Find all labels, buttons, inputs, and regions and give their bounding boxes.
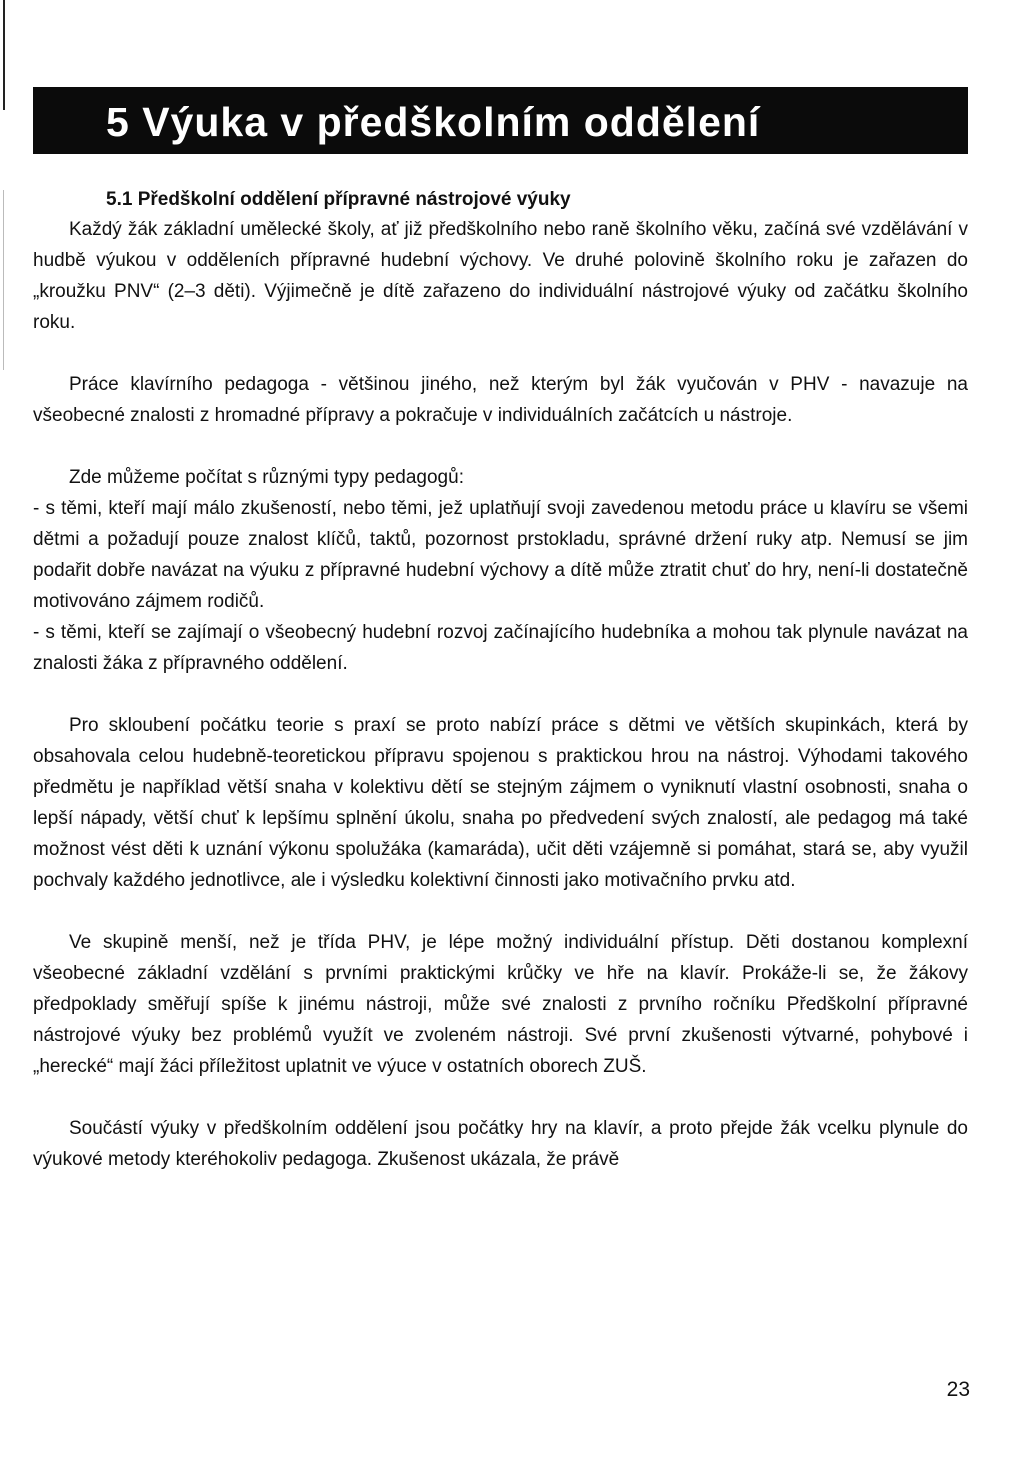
list-item-teacher-type-1: - s těmi, kteří mají málo zkušeností, nebo těmi, jež uplatňují svoji zavedenou metodu práce u klavíru se všemi dětmi a požadují pouze znalost klíčů, taktů, pozornost prstokladu, správné držení ruky atp. Nemusí se jim podařit dobře navázat na výuku z přípravné hudební výchovy a dítě může ztratit chuť do hry, není-li dostatečně motivováno zájmem rodičů. bbox=[33, 498, 968, 612]
paragraph-teacher-types-intro: Zde můžeme počítat s různými typy pedagogů: bbox=[69, 467, 464, 488]
chapter-header-bar bbox=[33, 87, 968, 154]
page-body bbox=[33, 186, 968, 1175]
section-heading: 5.1 Předškolní oddělení přípravné nástrojové výuky bbox=[106, 189, 571, 210]
list-item-teacher-type-2: - s těmi, kteří se zajímají o všeobecný hudební rozvoj začínajícího hudebníka a mohou tak plynule navázat na znalosti žáka z přípravného oddělení. bbox=[33, 622, 968, 674]
paragraph-smaller-group: Ve skupině menší, než je třída PHV, je lépe možný individuální přístup. Děti dostanou komplexní všeobecné základní vzdělání s prvními praktickými krůčky ve hře na klavír. Prokáže-li se, že žákovy předpoklady směřují spíše k jinému nástroji, může své znalosti z prvního ročníku Předškolní přípravné nástrojové výuky bez problémů využít ve zvoleném nástroji. Své první zkušenosti výtvarné, pohybové i „herecké“ mají žáci příležitost uplatnit ve výuce v ostatních oborech ZUŠ. bbox=[33, 932, 968, 1077]
scan-edge-mark-faint bbox=[3, 190, 4, 370]
paragraph-group-lessons: Pro skloubení počátku teorie s praxí se proto nabízí práce s dětmi ve větších skupinkách, která by obsahovala celou hudebně-teoretickou přípravu spojenou s praktickou hrou na nástroj. Výhodami takového předmětu je například větší snaha v kolektivu dětí se stejným zájmem o vyniknutí vlastní osobnosti, snaha o lepší nápady, větší chuť k lepšímu splnění úkolu, snaha po předvedení svých znalostí, ale pedagog má také možnost vést děti k uznání výkonu spolužáka (kamaráda), učit děti vzájemně si pomáhat, stará se, aby využil pochvaly každého jednotlivce, ale i výsledku kolektivní činnosti jako motivačního prvku atd. bbox=[33, 715, 968, 891]
page-number: 23 bbox=[946, 1378, 970, 1401]
chapter-title: 5 Výuka v předškolním oddělení bbox=[106, 99, 761, 145]
paragraph-piano-teacher: Práce klavírního pedagoga - většinou jiného, než kterým byl žák vyučován v PHV - navazuje na všeobecné znalosti z hromadné přípravy a pokračuje v individuálních začátcích u nástroje. bbox=[33, 374, 968, 426]
scan-edge-mark bbox=[3, 0, 5, 110]
paragraph-intro: Každý žák základní umělecké školy, ať již předškolního nebo raně školního věku, začíná své vzdělávání v hudbě výukou v odděleních přípravné hudební výchovy. Ve druhé polovině školního roku je zařazen do „kroužku PNV“ (2–3 děti). Výjimečně je dítě zařazeno do individuální nástrojové výuky od začátku školního roku. bbox=[33, 219, 968, 333]
paragraph-piano-beginnings: Součástí výuky v předškolním oddělení jsou počátky hry na klavír, a proto přejde žák vcelku plynule do výukové metody kteréhokoliv pedagoga. Zkušenost ukázala, že právě bbox=[33, 1118, 968, 1170]
